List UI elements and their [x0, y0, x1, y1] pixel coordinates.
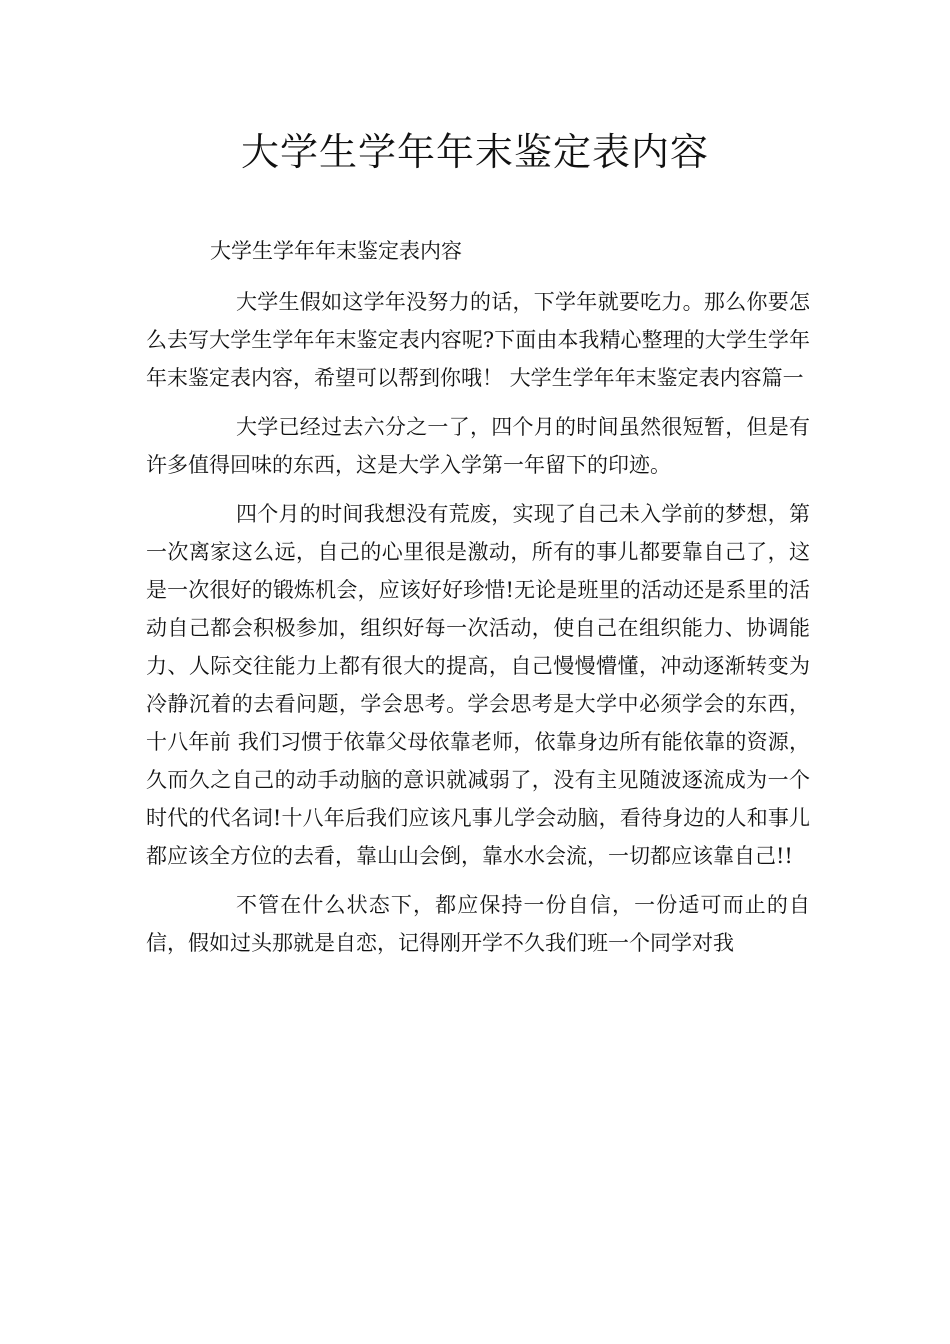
- paragraph-first-semester: 大学已经过去六分之一了，四个月的时间虽然很短暂，但是有许多值得回味的东西，这是大学入学第一年留下的印迹。: [146, 415, 810, 477]
- paragraph-intro: 大学生假如这学年没努力的话，下学年就要吃力。那么你要怎么去写大学生学年年末鉴定表内容呢?下面由本我精心整理的大学生学年年末鉴定表内容，希望可以帮到你哦！ 大学生学年年末鉴定表内容篇一: [146, 290, 810, 390]
- paragraph-confidence: 不管在什么状态下，都应保持一份自信，一份适可而止的自信，假如过头那就是自恋，记得刚开学不久我们班一个同学对我: [146, 893, 810, 955]
- document-subtitle: 大学生学年年末鉴定表内容: [210, 239, 462, 263]
- paragraph-four-months: 四个月的时间我想没有荒废，实现了自己未入学前的梦想，第一次离家这么远，自己的心里很是激动，所有的事儿都要靠自己了，这是一次很好的锻炼机会，应该好好珍惜!无论是班里的活动还是系里的活动自己都会积极参加，组织好每一次活动，使自己在组织能力、协调能力、人际交往能力上都有很大的提高，自己慢慢懵懂，冲动逐渐转变为冷静沉着的去看问题，学会思考。学会思考是大学中必须学会的东西，十八年前 我们习惯于依靠父母依靠老师，依靠身边所有能依靠的资源，久而久之自己的动手动脑的意识就减弱了，没有主见随波逐流成为一个时代的代名词!十八年后我们应该凡事儿学会动脑，看待身边的人和事儿都应该全方位的去看，靠山山会倒，靠水水会流，一切都应该靠自己!!: [146, 502, 810, 868]
- document-body: [146, 283, 810, 973]
- document-title: 大学生学年年末鉴定表内容: [240, 130, 709, 174]
